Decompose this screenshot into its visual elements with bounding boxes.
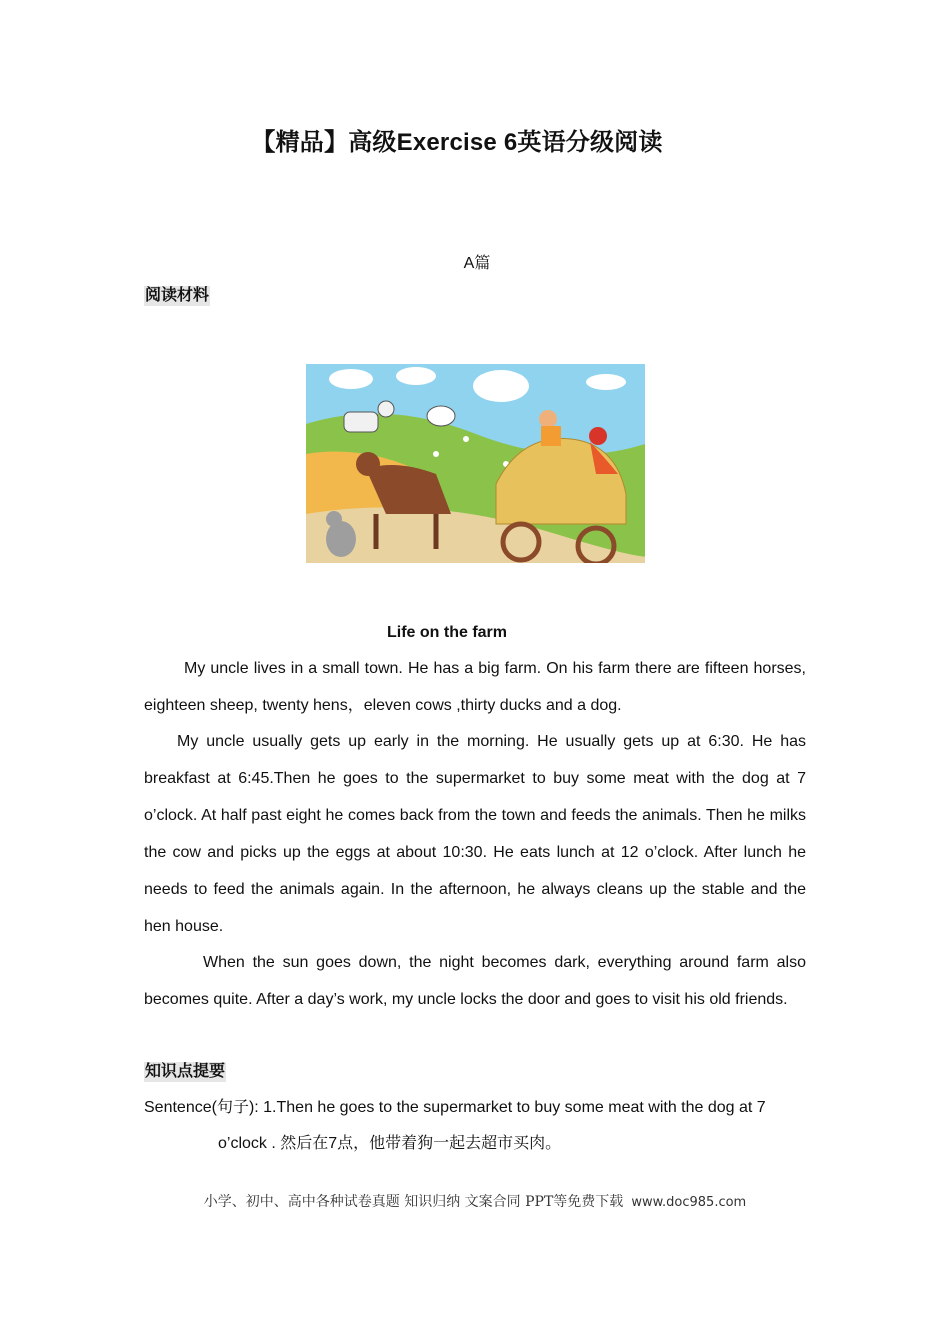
footer-url[interactable]: www.doc985.com xyxy=(631,1195,747,1210)
section-label: A篇 xyxy=(463,255,491,272)
document-title: 【精品】高级Exercise 6英语分级阅读 xyxy=(251,129,663,156)
knowledge-points-heading: 知识点提要 xyxy=(145,1063,226,1080)
paragraph-2: My uncle usually gets up early in the morning. He usually gets up at 6:30. He has breakfast at 6:45.Then he goes to the supermarket to buy some meat with the dog at 7 o’clock. At half past eight he comes back from the town and feeds the animals. Then he milks the cow and picks up the eggs at about 10:30. He eats lunch at 12 o’clock. After lunch he needs to feed the animals again. In the afternoon, he always cleans up the stable and the hen house. xyxy=(144,733,806,935)
footer-text: 小学、初中、高中各种试卷真题 知识归纳 文案合同 PPT等免费下载 xyxy=(203,1194,624,1210)
sentence-line-2: o’clock . 然后在7点，他带着狗一起去超市买肉。 xyxy=(218,1135,562,1152)
paragraph-1: My uncle lives in a small town. He has a big farm. On his farm there are fifteen horses, eighteen sheep, twenty hens，eleven cows ,thirty ducks and a dog. xyxy=(144,660,806,714)
paragraph-3: When the sun goes down, the night becomes dark, everything around farm also becomes quite. After a day’s work, my uncle locks the door and goes to visit his old friends. xyxy=(144,954,806,1008)
farm-illustration xyxy=(306,364,645,563)
story-title: Life on the farm xyxy=(387,624,508,641)
page-footer xyxy=(0,1191,950,1211)
sentence-line-1: Sentence(句子): 1.Then he goes to the supermarket to buy some meat with the dog at 7 xyxy=(144,1099,766,1116)
reading-material-heading: 阅读材料 xyxy=(145,287,210,304)
